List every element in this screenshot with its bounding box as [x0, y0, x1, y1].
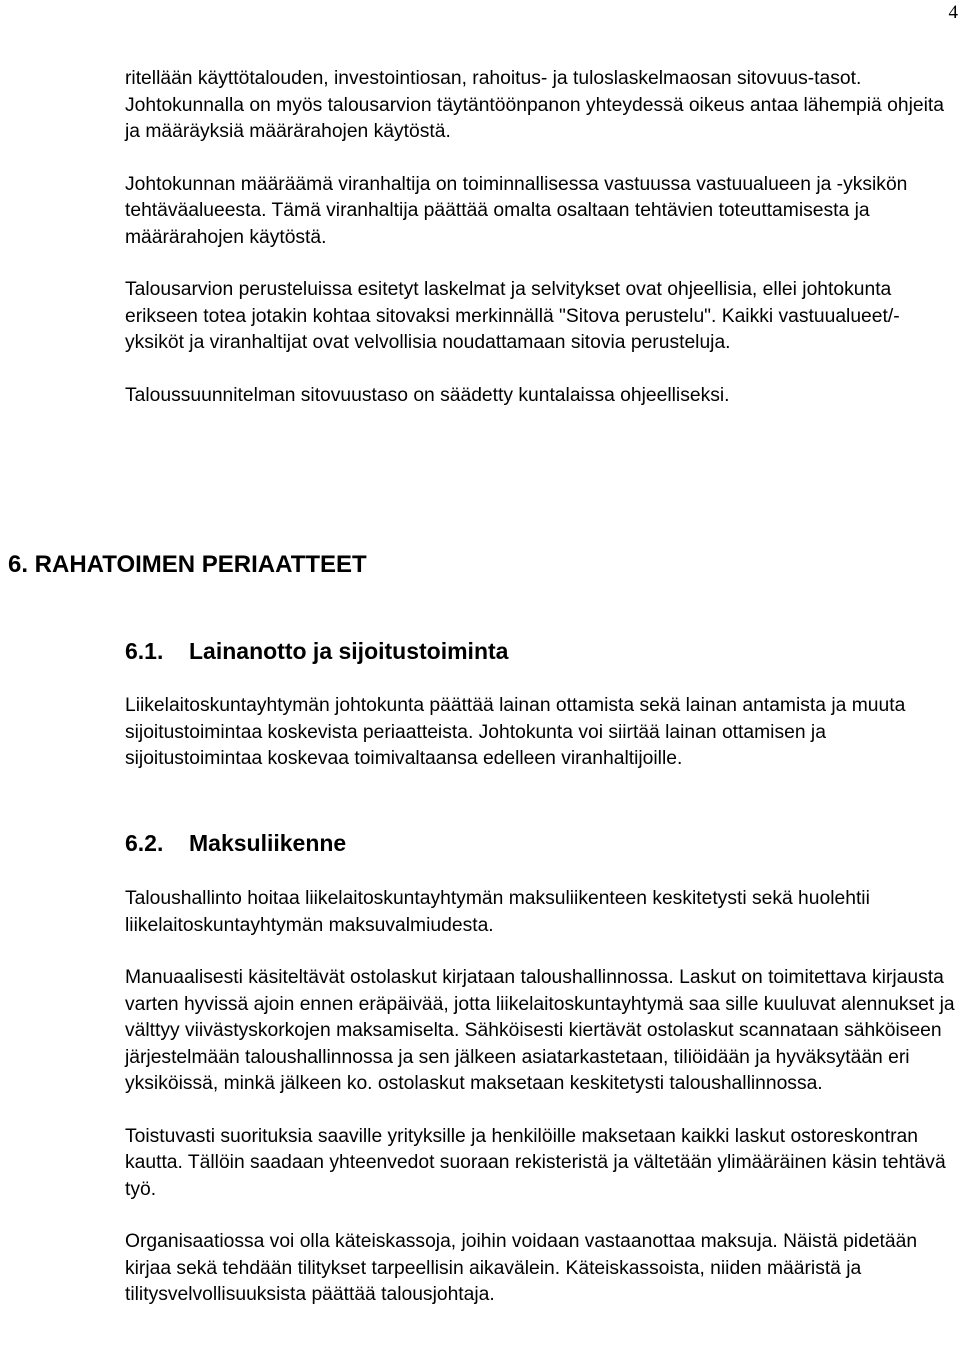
intro-paragraph-3: Talousarvion perusteluissa esitetyt laskelmat ja selvitykset ovat ohjeellisia, ellei johtokunta erikseen totea jotakin kohtaa sitovaksi merkinnällä "Sitova perustelu". Kaikki vastuualueet/-yksiköt ja viranhaltijat ovat velvollisia noudattamaan sitovia perusteluja.	[125, 279, 900, 353]
section-6-2-paragraph-2: Manuaalisesti käsiteltävät ostolaskut kirjataan taloushallinnossa. Laskut on toimitettava kirjausta varten hyvissä ajoin ennen eräpäivää, jotta liikelaitoskuntayhtymä saa sille kuuluvat alennukset ja välttyy viivästyskorkojen maksamiselta. Sähköisesti kiertävät ostolaskut scannataan sähköiseen järjestelmään taloushallinnossa ja sen jälkeen asiatarkastetaan, tiliöidään ja hyväksytään eri yksiköissä, minkä jälkeen ko. ostolaskut maksetaan keskitetysti taloushallinnossa.	[125, 967, 955, 1094]
intro-paragraph-2: Johtokunnan määräämä viranhaltija on toiminnallisessa vastuussa vastuualueen ja -yksikön tehtäväalueesta. Tämä viranhaltija päättää omalta osaltaan tehtävien toteuttamisesta ja määrärahojen käytöstä.	[125, 173, 908, 248]
section-6-2-title: Maksuliikenne	[189, 830, 347, 856]
section-6-1-body	[125, 693, 955, 773]
section-6-2-number: 6.2.	[125, 830, 164, 856]
section-6-2-paragraph-1: Taloushallinto hoitaa liikelaitoskuntayhtymän maksuliikenteen keskitetysti sekä huolehtii liikelaitoskuntayhtymän maksuvalmiudesta.	[125, 888, 870, 936]
section-6-2-paragraph-4: Organisaatiossa voi olla käteiskassoja, joihin voidaan vastaanottaa maksuja. Näistä pidetään kirjaa sekä tehdään tilitykset tarpeellisin aikavälein. Käteiskassoista, niiden määristä ja tilitysvelvollisuuksista päättää talousjohtaja.	[125, 1231, 918, 1305]
section-6-2-body	[125, 886, 955, 1309]
section-6-1-heading	[125, 638, 508, 665]
intro-paragraph-1: ritellään käyttötalouden, investointiosan, rahoitus- ja tuloslaskelmaosan sitovuus-tasot. Johtokunnalla on myös talousarvion täytäntöönpanon yhteydessä oikeus antaa lähempiä ohjeita ja määräyksiä määrärahojen käytöstä.	[125, 68, 944, 142]
section-6-1-paragraph-1: Liikelaitoskuntayhtymän johtokunta päättää lainan ottamista sekä lainan antamista ja muuta sijoitustoimintaa koskevista periaatteista. Johtokunta voi siirtää lainan ottamisen ja sijoitustoimintaa koskevaa toimivaltaansa edelleen viranhaltijoille.	[125, 695, 906, 769]
intro-paragraph-4: Taloussuunnitelman sitovuustaso on säädetty kuntalaissa ohjeelliseksi.	[125, 384, 730, 406]
section-6-1-title: Lainanotto ja sijoitustoiminta	[189, 638, 509, 664]
section-6-2-heading	[125, 830, 346, 857]
section-6-1-number: 6.1.	[125, 638, 164, 664]
section-6-heading: 6. RAHATOIMEN PERIAATTEET	[8, 551, 367, 578]
intro-section	[125, 66, 955, 409]
page-number: 4	[948, 2, 958, 23]
section-6-2-paragraph-3: Toistuvasti suorituksia saaville yrityksille ja henkilöille maksetaan kaikki laskut ostoreskontran kautta. Tällöin saadaan yhteenvedot suoraan rekisteristä ja vältetään ylimääräinen käsin tehtävä työ.	[125, 1125, 946, 1200]
